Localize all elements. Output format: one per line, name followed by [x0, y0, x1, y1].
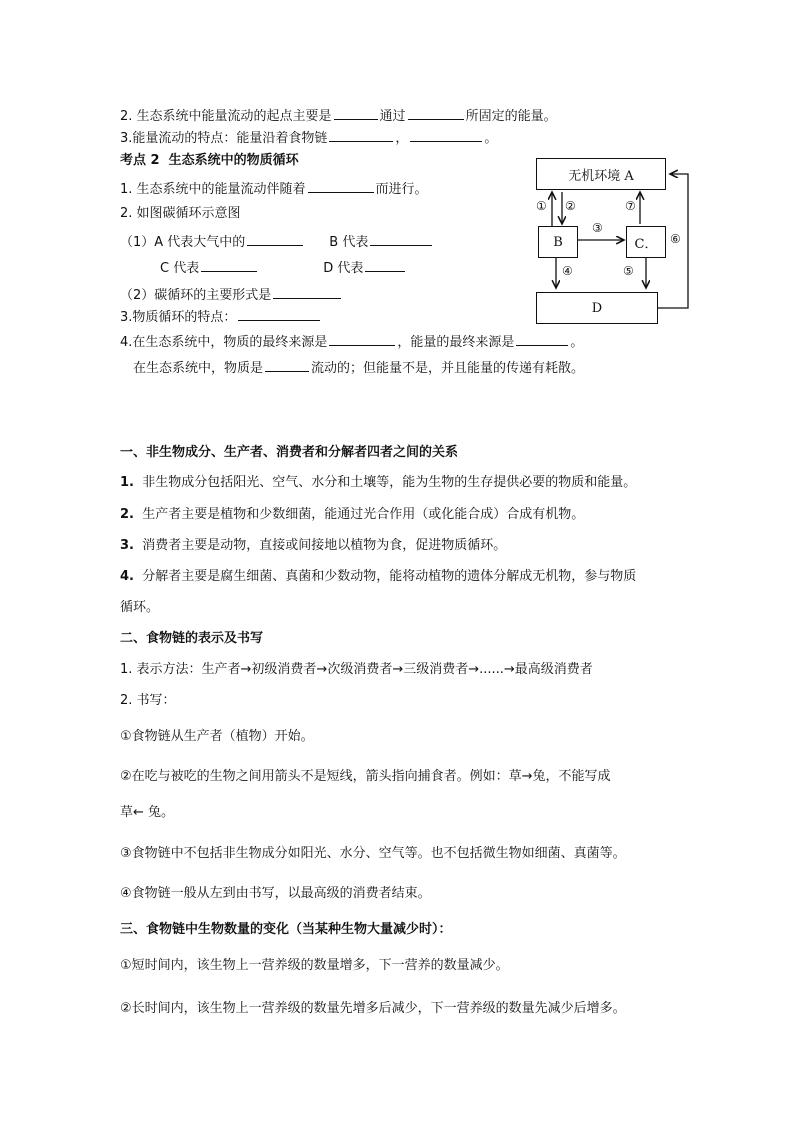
section1-item-1: 1. 非生物成分包括阳光、空气、水分和土壤等，能为生物的生存提供必要的物质和能量。	[120, 475, 637, 490]
q2-mid: 通过	[379, 109, 406, 124]
q3-blank-1[interactable]	[329, 127, 393, 142]
k3-blank[interactable]	[238, 306, 320, 321]
k2a-text: （1）A 代表大气中的	[120, 235, 246, 250]
k2b-c-label: C 代表	[160, 261, 200, 276]
question-3	[120, 127, 497, 148]
box-c: C．	[626, 226, 666, 258]
k2c-line	[120, 284, 343, 305]
k5-post: 流动的；但能量不是，并且能量的传递有耗散。	[311, 361, 585, 376]
k2b-blank-d[interactable]	[365, 257, 405, 272]
section2-line-1: 1. 表示方法：生产者→初级消费者→次级消费者→三级消费者→......→最高级消费者	[120, 662, 593, 677]
q2-post: 所固定的能量。	[465, 109, 557, 124]
k2c-text: （2）碳循环的主要形式是	[120, 288, 272, 303]
box-d: D	[536, 292, 658, 324]
label-1: ①	[536, 199, 547, 213]
k2a-b-label: B 代表	[329, 235, 369, 250]
k1-blank[interactable]	[308, 178, 374, 193]
k1-post: 而进行。	[375, 182, 428, 197]
q3-mid: ，	[395, 131, 409, 146]
question-2	[120, 105, 557, 126]
section1-item-2: 2. 生产者主要是植物和少数细菌，能通过光合作用（或化能合成）合成有机物。	[120, 507, 585, 522]
label-4: ④	[562, 264, 573, 278]
q3-blank-2[interactable]	[410, 127, 482, 142]
section2-line-3: ①食物链从生产者（植物）开始。	[120, 729, 314, 744]
k1-line	[120, 178, 428, 199]
q2-blank-2[interactable]	[408, 105, 464, 120]
section3-line-2: ②长时间内，该生物上一营养级的数量先增多后减少，下一营养级的数量先减少后增多。	[120, 1001, 626, 1016]
k5-blank[interactable]	[265, 357, 309, 372]
section1-item-4: 4. 分解者主要是腐生细菌、真菌和少数动物，能将动植物的遗体分解成无机物，参与物质	[120, 569, 637, 584]
section1-item-3: 3. 消费者主要是动物，直接或间接地以植物为食，促进物质循环。	[120, 538, 507, 553]
carbon-cycle-diagram	[528, 150, 698, 330]
kaodian-2-heading	[120, 152, 299, 170]
k4-line	[120, 331, 583, 352]
k2b-line	[160, 257, 407, 278]
section2-line-2: 2. 书写：	[120, 693, 176, 708]
k4-blank-2[interactable]	[516, 331, 568, 346]
section2-line-6: ③食物链中不包括非生物成分如阳光、水分、空气等。也不包括微生物如细菌、真菌等。	[120, 846, 626, 861]
k2a-line	[120, 231, 434, 252]
section1-heading: 一、非生物成分、生产者、消费者和分解者四者之间的关系	[120, 445, 459, 460]
section2-line-5: 草← 兔。	[120, 805, 175, 820]
q2-blank-1[interactable]	[334, 105, 378, 120]
label-3: ③	[592, 221, 603, 235]
label-2: ②	[565, 199, 576, 213]
box-b: B	[538, 226, 578, 258]
k4-mid: ，能量的最终来源是	[397, 335, 515, 350]
section2-line-4: ②在吃与被吃的生物之间用箭头不是短线，箭头指向捕食者。例如：草→兔，不能写成	[120, 769, 611, 784]
k4-blank-1[interactable]	[329, 331, 395, 346]
label-5: ⑤	[623, 264, 634, 278]
section3-line-1: ①短时间内，该生物上一营养级的数量增多，下一营养的数量减少。	[120, 958, 509, 973]
kaodian-title: 生态系统中的物质循环	[168, 153, 299, 168]
k2c-blank[interactable]	[273, 284, 341, 299]
section2-heading: 二、食物链的表示及书写	[120, 631, 264, 646]
q3-text: 3.能量流动的特点：能量沿着食物链	[120, 131, 328, 146]
box-a: 无机环境 A	[536, 158, 666, 190]
k3-line	[120, 306, 322, 327]
k5-line	[133, 357, 584, 378]
q2-text: 2. 生态系统中能量流动的起点主要是	[120, 109, 332, 124]
k2a-blank-b[interactable]	[370, 231, 432, 246]
kaodian-label: 考点 2	[120, 153, 160, 168]
q3-post: 。	[484, 131, 498, 146]
k2b-blank-c[interactable]	[201, 257, 257, 272]
section1-item-4-cont: 循环。	[120, 600, 160, 615]
k2b-d-label: D 代表	[323, 261, 364, 276]
k4-text: 4.在生态系统中，物质的最终来源是	[120, 335, 328, 350]
k3-text: 3.物质循环的特点：	[120, 310, 237, 325]
label-7: ⑦	[625, 199, 636, 213]
k1-text: 1. 生态系统中的能量流动伴随着	[120, 182, 306, 197]
k2-text: 2. 如图碳循环示意图	[120, 206, 241, 221]
section2-line-7: ④食物链一般从左到由书写，以最高级的消费者结束。	[120, 886, 431, 901]
k2-line	[120, 205, 241, 223]
section3-heading: 三、食物链中生物数量的变化（当某种生物大量减少时）：	[120, 922, 452, 937]
k5-text: 在生态系统中，物质是	[133, 361, 264, 376]
label-6: ⑥	[670, 232, 681, 246]
k4-post: 。	[570, 335, 584, 350]
k2a-blank-a[interactable]	[247, 231, 303, 246]
